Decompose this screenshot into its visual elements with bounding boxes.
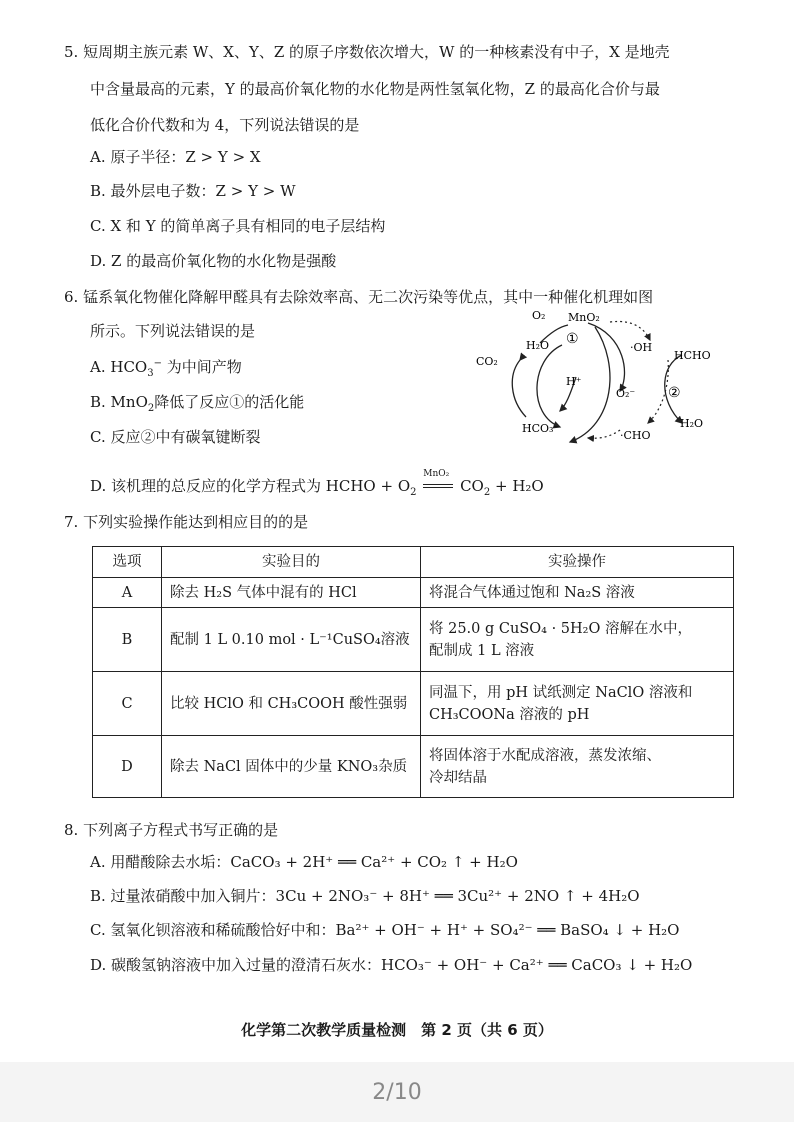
q6-option-a — [90, 357, 242, 377]
row-purpose: 除去 H₂S 气体中混有的 HCl — [162, 578, 421, 608]
table-row — [93, 578, 734, 608]
row-operation-line1: 将 25.0 g CuSO₄ · 5H₂O 溶解在水中， — [429, 620, 692, 637]
q8-option-b: B. 过量浓硝酸中加入铜片：3Cu + 2NO₃⁻ + 8H⁺ ══ 3Cu²⁺ + 2NO ↑ + 4H₂O — [90, 887, 640, 905]
equals-line-bottom — [423, 487, 453, 488]
row-operation — [421, 578, 734, 608]
q6-option-b — [90, 392, 304, 412]
q6-option-a-suffix: 为中间产物 — [162, 358, 242, 376]
header-purpose: 实验目的 — [162, 547, 421, 578]
header-operation: 实验操作 — [421, 547, 734, 578]
label-o2: O₂ — [532, 309, 546, 322]
dotted-arrow-bottom — [588, 430, 620, 438]
q6-option-d-product1: CO — [455, 477, 484, 495]
q6-option-d-catalyst: MnO₂ — [423, 469, 450, 479]
dotted-arrow-top — [610, 321, 650, 340]
row-option: C — [93, 672, 162, 736]
row-purpose: 比较 HClO 和 CH₃COOH 酸性强弱 — [162, 672, 421, 736]
header-option: 选项 — [93, 547, 162, 578]
q8-option-c: C. 氢氧化钡溶液和稀硫酸恰好中和：Ba²⁺ + OH⁻ + H⁺ + SO₄²⁻ ══ BaSO₄ ↓ + H₂O — [90, 921, 680, 939]
row-operation-line1: 同温下，用 pH 试纸测定 NaClO 溶液和 — [429, 684, 693, 701]
q6-option-d-product1-sub: 2 — [483, 487, 491, 498]
label-o2-minus: O₂⁻ — [616, 387, 636, 400]
arrow-co2-from-hco3 — [512, 360, 526, 417]
q6-option-d-product2: + H₂O — [490, 477, 544, 495]
row-operation — [421, 608, 734, 672]
q6-stem-line1: 6. 锰系氧化物催化降解甲醛具有去除效率高、无二次污染等优点，其中一种催化机理如图 — [64, 288, 654, 306]
q8-option-d: D. 碳酸氢钠溶液中加入过量的澄清石灰水：HCO₃⁻ + OH⁻ + Ca²⁺ ══ CaCO₃ ↓ + H₂O — [90, 956, 693, 974]
label-h2o-left: H₂O — [526, 339, 550, 352]
row-operation — [421, 736, 734, 798]
q5-stem-line2: 中含量最高的元素，Y 的最高价氧化物的水化物是两性氢氧化物，Z 的最高化合价与最 — [90, 80, 660, 98]
row-operation-line2: 冷却结晶 — [429, 769, 487, 786]
page-footer: 化学第二次教学质量检测 第 2 页（共 6 页） — [241, 1021, 553, 1039]
label-circle-2: ② — [668, 385, 681, 401]
label-hplus: H⁺ — [566, 375, 582, 388]
experiment-table — [92, 546, 734, 798]
q5-option-c: C. X 和 Y 的简单离子具有相同的电子层结构 — [90, 217, 386, 235]
q6-option-a-sub: 3 — [147, 368, 154, 379]
row-operation-line1: 将固体溶于水配成溶液，蒸发浓缩、 — [429, 747, 661, 764]
label-oh-radical: ·OH — [630, 341, 653, 354]
row-purpose: 配制 1 L 0.10 mol · L⁻¹CuSO₄溶液 — [162, 608, 421, 672]
q6-option-a-prefix: A. HCO — [90, 358, 148, 376]
table-row — [93, 672, 734, 736]
q5-option-d: D. Z 的最高价氧化物的水化物是强酸 — [90, 252, 337, 270]
arrow-mno2-to-o2minus — [588, 323, 625, 391]
q6-stem-line2: 所示。下列说法错误的是 — [90, 322, 256, 340]
q7-stem: 7. 下列实验操作能达到相应目的的是 — [64, 513, 309, 531]
label-co2: CO₂ — [476, 355, 498, 368]
label-mno2: MnO₂ — [568, 311, 600, 324]
label-h2o-right: H₂O — [680, 417, 704, 430]
page-indicator: 2/10 — [372, 1080, 422, 1105]
label-circle-1: ① — [566, 331, 579, 347]
q5-option-a: A. 原子半径：Z > Y > X — [90, 148, 261, 166]
q6-option-b-sub: 2 — [147, 403, 155, 414]
table-row — [93, 608, 734, 672]
q6-option-a-sup: − — [153, 358, 162, 369]
equals-line-top — [423, 484, 453, 485]
row-operation-line2: CH₃COONa 溶液的 pH — [429, 706, 590, 723]
q8-stem: 8. 下列离子方程式书写正确的是 — [64, 821, 279, 839]
catalyst-equals-sign — [421, 469, 455, 496]
table-row — [93, 736, 734, 798]
q6-option-d-sub: 2 — [410, 487, 417, 498]
catalysis-mechanism-diagram — [470, 305, 720, 450]
row-option: B — [93, 608, 162, 672]
q5-option-b: B. 最外层电子数：Z > Y > W — [90, 182, 296, 200]
q6-option-b-suffix: 降低了反应①的活化能 — [154, 393, 305, 411]
row-operation-line1: 将混合气体通过饱和 Na₂S 溶液 — [429, 584, 635, 601]
row-option: D — [93, 736, 162, 798]
q5-stem-line1: 5. 短周期主族元素 W、X、Y、Z 的原子序数依次增大，W 的一种核素没有中子，X 是地壳 — [64, 43, 670, 61]
label-hcho: HCHO — [674, 349, 711, 362]
label-hco3: HCO₃⁻ — [522, 422, 560, 435]
row-operation-line2: 配制成 1 L 溶液 — [429, 642, 535, 659]
q6-option-b-prefix: B. MnO — [90, 393, 148, 411]
row-option: A — [93, 578, 162, 608]
row-purpose: 除去 NaCl 固体中的少量 KNO₃杂质 — [162, 736, 421, 798]
row-operation — [421, 672, 734, 736]
q8-option-a: A. 用醋酸除去水垢：CaCO₃ + 2H⁺ ══ Ca²⁺ + CO₂ ↑ + H₂O — [90, 853, 518, 871]
q6-option-c: C. 反应②中有碳氧键断裂 — [90, 428, 261, 446]
q6-option-d — [90, 469, 544, 498]
label-cho-radical: ·CHO — [620, 429, 651, 442]
arrow-left-arc — [537, 345, 562, 427]
q5-stem-line3: 低化合价代数和为 4，下列说法错误的是 — [90, 116, 360, 134]
table-header-row — [93, 547, 734, 578]
q6-option-d-prefix: D. 该机理的总反应的化学方程式为 HCHO + O — [90, 477, 411, 495]
